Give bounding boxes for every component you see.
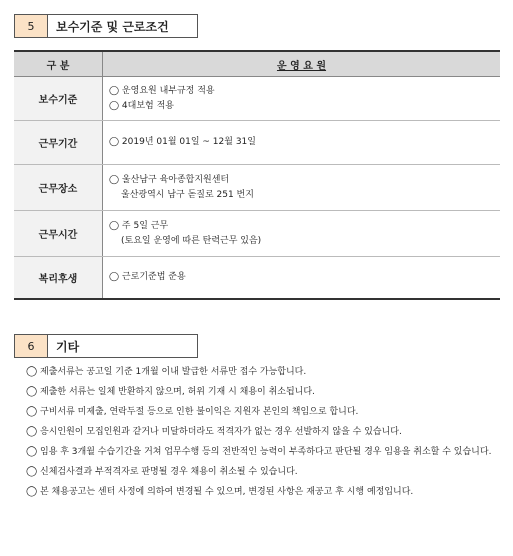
circle-bullet-icon: ◯ bbox=[26, 486, 38, 497]
note-text: 응시인원이 모집인원과 같거나 미달하더라도 적격자가 없는 경우 선발하지 않을 수 있습니다. bbox=[40, 427, 402, 437]
table-row bbox=[14, 165, 500, 211]
section-title: 기타 bbox=[48, 334, 198, 358]
note-text: 제출서류는 공고일 기준 1개월 이내 발급한 서류만 접수 가능합니다. bbox=[40, 367, 307, 377]
table-row bbox=[14, 77, 500, 121]
section-6-header bbox=[14, 334, 198, 358]
content-line: ◯ 운영요원 내부규정 적용 bbox=[109, 85, 215, 96]
conditions-table bbox=[14, 50, 500, 300]
row-content bbox=[103, 211, 501, 257]
row-content bbox=[103, 165, 501, 211]
circle-bullet-icon: ◯ bbox=[26, 446, 38, 457]
table-row bbox=[14, 121, 500, 165]
row-content bbox=[103, 77, 501, 121]
row-label: 근무기간 bbox=[14, 121, 103, 165]
row-label: 근무장소 bbox=[14, 165, 103, 211]
content-line: ◯ 울산남구 육아종합지원센터 bbox=[109, 174, 230, 185]
content-line: 울산광역시 남구 돋질로 251 번지 bbox=[121, 189, 254, 200]
content-line: ◯ 주 5일 근무 bbox=[109, 220, 169, 231]
circle-bullet-icon: ◯ bbox=[26, 386, 38, 397]
list-item bbox=[26, 402, 506, 422]
content-line: (토요일 운영에 따른 탄력근무 있음) bbox=[121, 235, 262, 246]
list-item bbox=[26, 422, 506, 442]
table-row bbox=[14, 257, 500, 299]
row-label: 복리후생 bbox=[14, 257, 103, 299]
list-item bbox=[26, 462, 506, 482]
section-5-header bbox=[14, 14, 198, 38]
note-text: 구비서류 미제출, 연락두절 등으로 인한 불이익은 지원자 본인의 책임으로 합니다. bbox=[40, 407, 359, 417]
notes-list bbox=[26, 362, 506, 502]
section-number: 5 bbox=[14, 14, 48, 38]
content-line: ◯ 근로기준법 준용 bbox=[109, 271, 186, 282]
note-text: 신체검사결과 부적격자로 판명될 경우 채용이 취소될 수 있습니다. bbox=[40, 467, 298, 477]
content-line: ◯ 2019년 01월 01일 ~ 12월 31일 bbox=[109, 137, 256, 147]
circle-bullet-icon: ◯ bbox=[26, 466, 38, 477]
row-content bbox=[103, 121, 501, 165]
row-content bbox=[103, 257, 501, 299]
table-row bbox=[14, 211, 500, 257]
header-staff: 운 영 요 원 bbox=[103, 51, 501, 77]
section-title: 보수기준 및 근로조건 bbox=[48, 14, 198, 38]
list-item bbox=[26, 382, 506, 402]
circle-bullet-icon: ◯ bbox=[26, 406, 38, 417]
row-label: 보수기준 bbox=[14, 77, 103, 121]
note-text: 본 채용공고는 센터 사정에 의하여 변경될 수 있으며, 변경된 사항은 재공고 후 시행 예정입니다. bbox=[40, 487, 414, 497]
row-label: 근무시간 bbox=[14, 211, 103, 257]
list-item bbox=[26, 482, 506, 502]
section-number: 6 bbox=[14, 334, 48, 358]
circle-bullet-icon: ◯ bbox=[26, 426, 38, 437]
table-header-row bbox=[14, 51, 500, 77]
note-text: 제출한 서류는 일체 반환하지 않으며, 허위 기재 시 채용이 취소됩니다. bbox=[40, 387, 315, 397]
list-item bbox=[26, 442, 506, 462]
circle-bullet-icon: ◯ bbox=[26, 366, 38, 377]
note-text: 임용 후 3개월 수습기간을 거쳐 업무수행 등의 전반적인 능력이 부족하다고 판단될 경우 임용을 취소할 수 있습니다. bbox=[40, 447, 492, 457]
header-category: 구 분 bbox=[14, 51, 103, 77]
content-line: ◯ 4대보험 적용 bbox=[109, 100, 174, 111]
list-item bbox=[26, 362, 506, 382]
